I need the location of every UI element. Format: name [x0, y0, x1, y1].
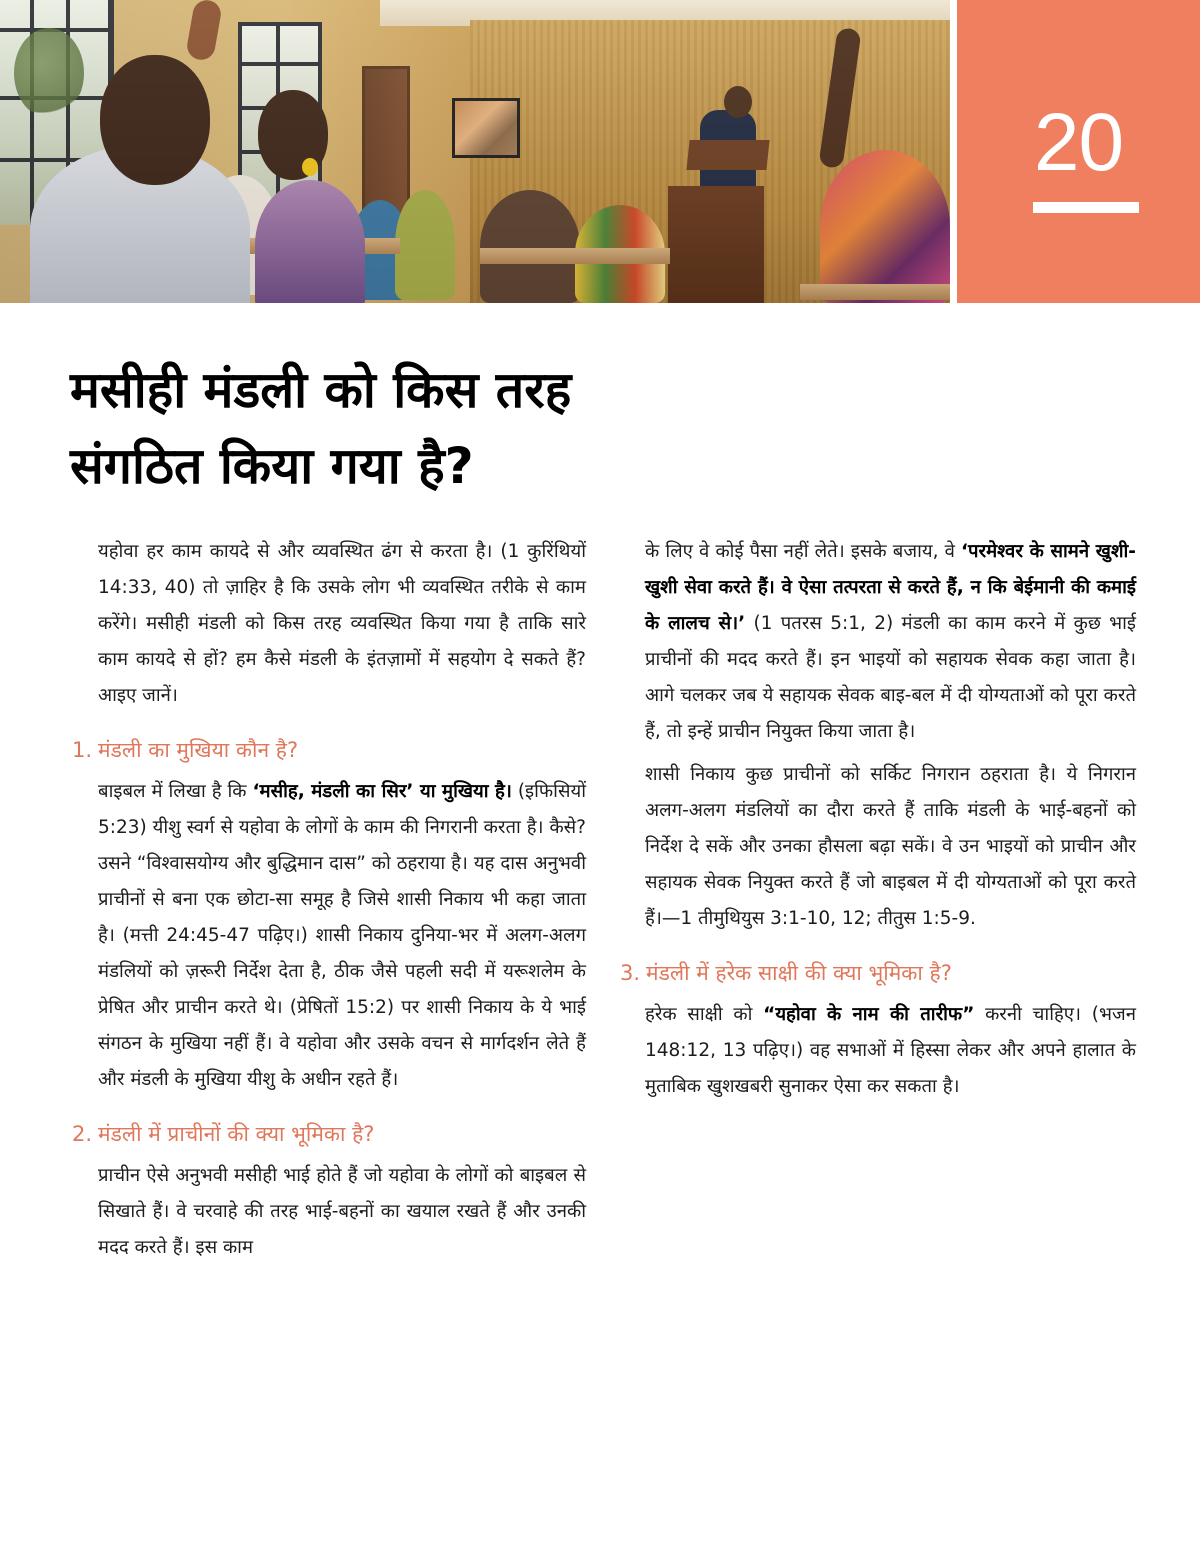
section-3-number: 3.	[620, 961, 641, 985]
page-title	[70, 352, 770, 504]
section-3-paragraph	[645, 997, 1136, 1105]
section-2-heading-text: मंडली में प्राचीनों की क्या भूमिका है?	[98, 1122, 375, 1146]
section-3-heading-text: मंडली में हरेक साक्षी की क्या भूमिका है?	[646, 961, 952, 985]
section-2-paragraph-start: प्राचीन ऐसे अनुभवी मसीही भाई होते हैं जो यहोवा के लोगों को बाइबल से सिखाते हैं। वे चरवाहे की तरह भाई-बहनों का खयाल रखते हैं और उनकी मदद करते हैं। इस काम	[98, 1165, 586, 1258]
section-2-paragraph-2: शासी निकाय कुछ प्राचीनों को सर्किट निगरान ठहराता है। ये निगरान अलग-अलग मंडलियों का दौरा करते हैं ताकि मंडली के भाई-बहनों को निर्देश दे सकें और उनका हौसला बढ़ा सकें। वे उन भाइयों को प्राचीन और सहायक सेवक नियुक्त करते हैं जो बाइबल में दी योग्यताओं को पूरा करते हैं।—1 तीमुथियुस 3:1-10, 12; तीतुस 1:5-9.	[645, 764, 1136, 929]
section-2-text-post: (1 पतरस 5:1, 2) मंडली का काम करने में कुछ भाई प्राचीनों की मदद करते हैं। इन भाइयों को सहायक सेवक कहा जाता है। आगे चलकर जब ये सहायक सेवक बाइ-बल में दी योग्यताओं को पूरा करते हैं, तो इन्हें प्राचीन नियुक्त किया जाता है।	[645, 613, 1136, 742]
lesson-number-underline	[1033, 202, 1139, 213]
header-photo	[0, 0, 950, 303]
section-2-text-cont: के लिए वे कोई पैसा नहीं लेते। इसके बजाय, वे	[645, 541, 962, 562]
section-2-number: 2.	[72, 1122, 93, 1146]
photo-overlay	[0, 0, 950, 303]
section-3-heading	[620, 955, 1136, 991]
section-1-paragraph	[98, 774, 586, 1098]
column-right	[620, 534, 1136, 1112]
section-3-text-post: करनी चाहिए। (भजन 148:12, 13 पढ़िए।) वह सभाओं में हिस्सा लेकर और अपने हालात के मुताबिक खुशखबरी सुनाकर ऐसा कर सकता है।	[645, 1004, 1137, 1097]
section-1-text-pre: बाइबल में लिखा है कि	[98, 781, 253, 802]
section-2-paragraph-continued	[645, 534, 1136, 750]
lesson-number-box	[957, 0, 1200, 303]
page-title-line-2: संगठित किया गया है?	[70, 437, 474, 495]
column-left	[72, 534, 586, 1273]
intro-paragraph: यहोवा हर काम कायदे से और व्यवस्थित ढंग से करता है। (1 कुरिंथियों 14:33, 40) तो ज़ाहिर है कि उसके लोग भी व्यवस्थित तरीके से काम करेंगे। मसीही मंडली को किस तरह व्यवस्थित किया गया है ताकि सारे काम कायदे से हों? हम कैसे मंडली के इंतज़ामों में सहयोग दे सकते हैं? आइए जानें।	[98, 541, 586, 706]
section-3-text-bold: “यहोवा के नाम की तारीफ”	[763, 1004, 975, 1025]
section-1-text-post: (इफिसियों 5:23) यीशु स्वर्ग से यहोवा के लोगों के काम की निगरानी करता है। कैसे? उसने “विश्वासयोग्य और बुद्धिमान दास” को ठहराया है। यह दास अनुभवी प्राचीनों से बना एक छोटा-सा समूह है जिसे शासी निकाय भी कहा जाता है। (मत्ती 24:45-47 पढ़िए।) शासी निकाय दुनिया-भर में अलग-अलग मंडलियों को ज़रूरी निर्देश देता है, ठीक जैसे पहली सदी में यरूशलेम के प्रेषित और प्राचीन करते थे। (प्रेषितों 15:2) पर शासी निकाय के ये भाई संगठन के मुखिया नहीं हैं। वे यहोवा और उसके वचन से मार्गदर्शन लेते हैं और मंडली के मुखिया यीशु के अधीन रहते हैं।	[98, 781, 587, 1090]
lesson-number: 20	[1033, 97, 1124, 188]
section-2-heading	[72, 1116, 586, 1152]
section-2-text-bold: ‘परमेश्वर के सामने खुशी-खुशी सेवा करते हैं। वे ऐसा तत्परता से करते हैं, न कि बेईमानी की कमाई के लालच से।’	[645, 541, 1136, 634]
section-1-heading	[72, 732, 586, 768]
section-1-number: 1.	[72, 738, 93, 762]
section-3-text-pre: हरेक साक्षी को	[645, 1004, 764, 1025]
page-title-line-1: मसीही मंडली को किस तरह	[70, 361, 572, 419]
section-1-text-bold: ‘मसीह, मंडली का सिर’ या मुखिया है।	[252, 781, 512, 802]
section-1-heading-text: मंडली का मुखिया कौन है?	[98, 738, 299, 762]
